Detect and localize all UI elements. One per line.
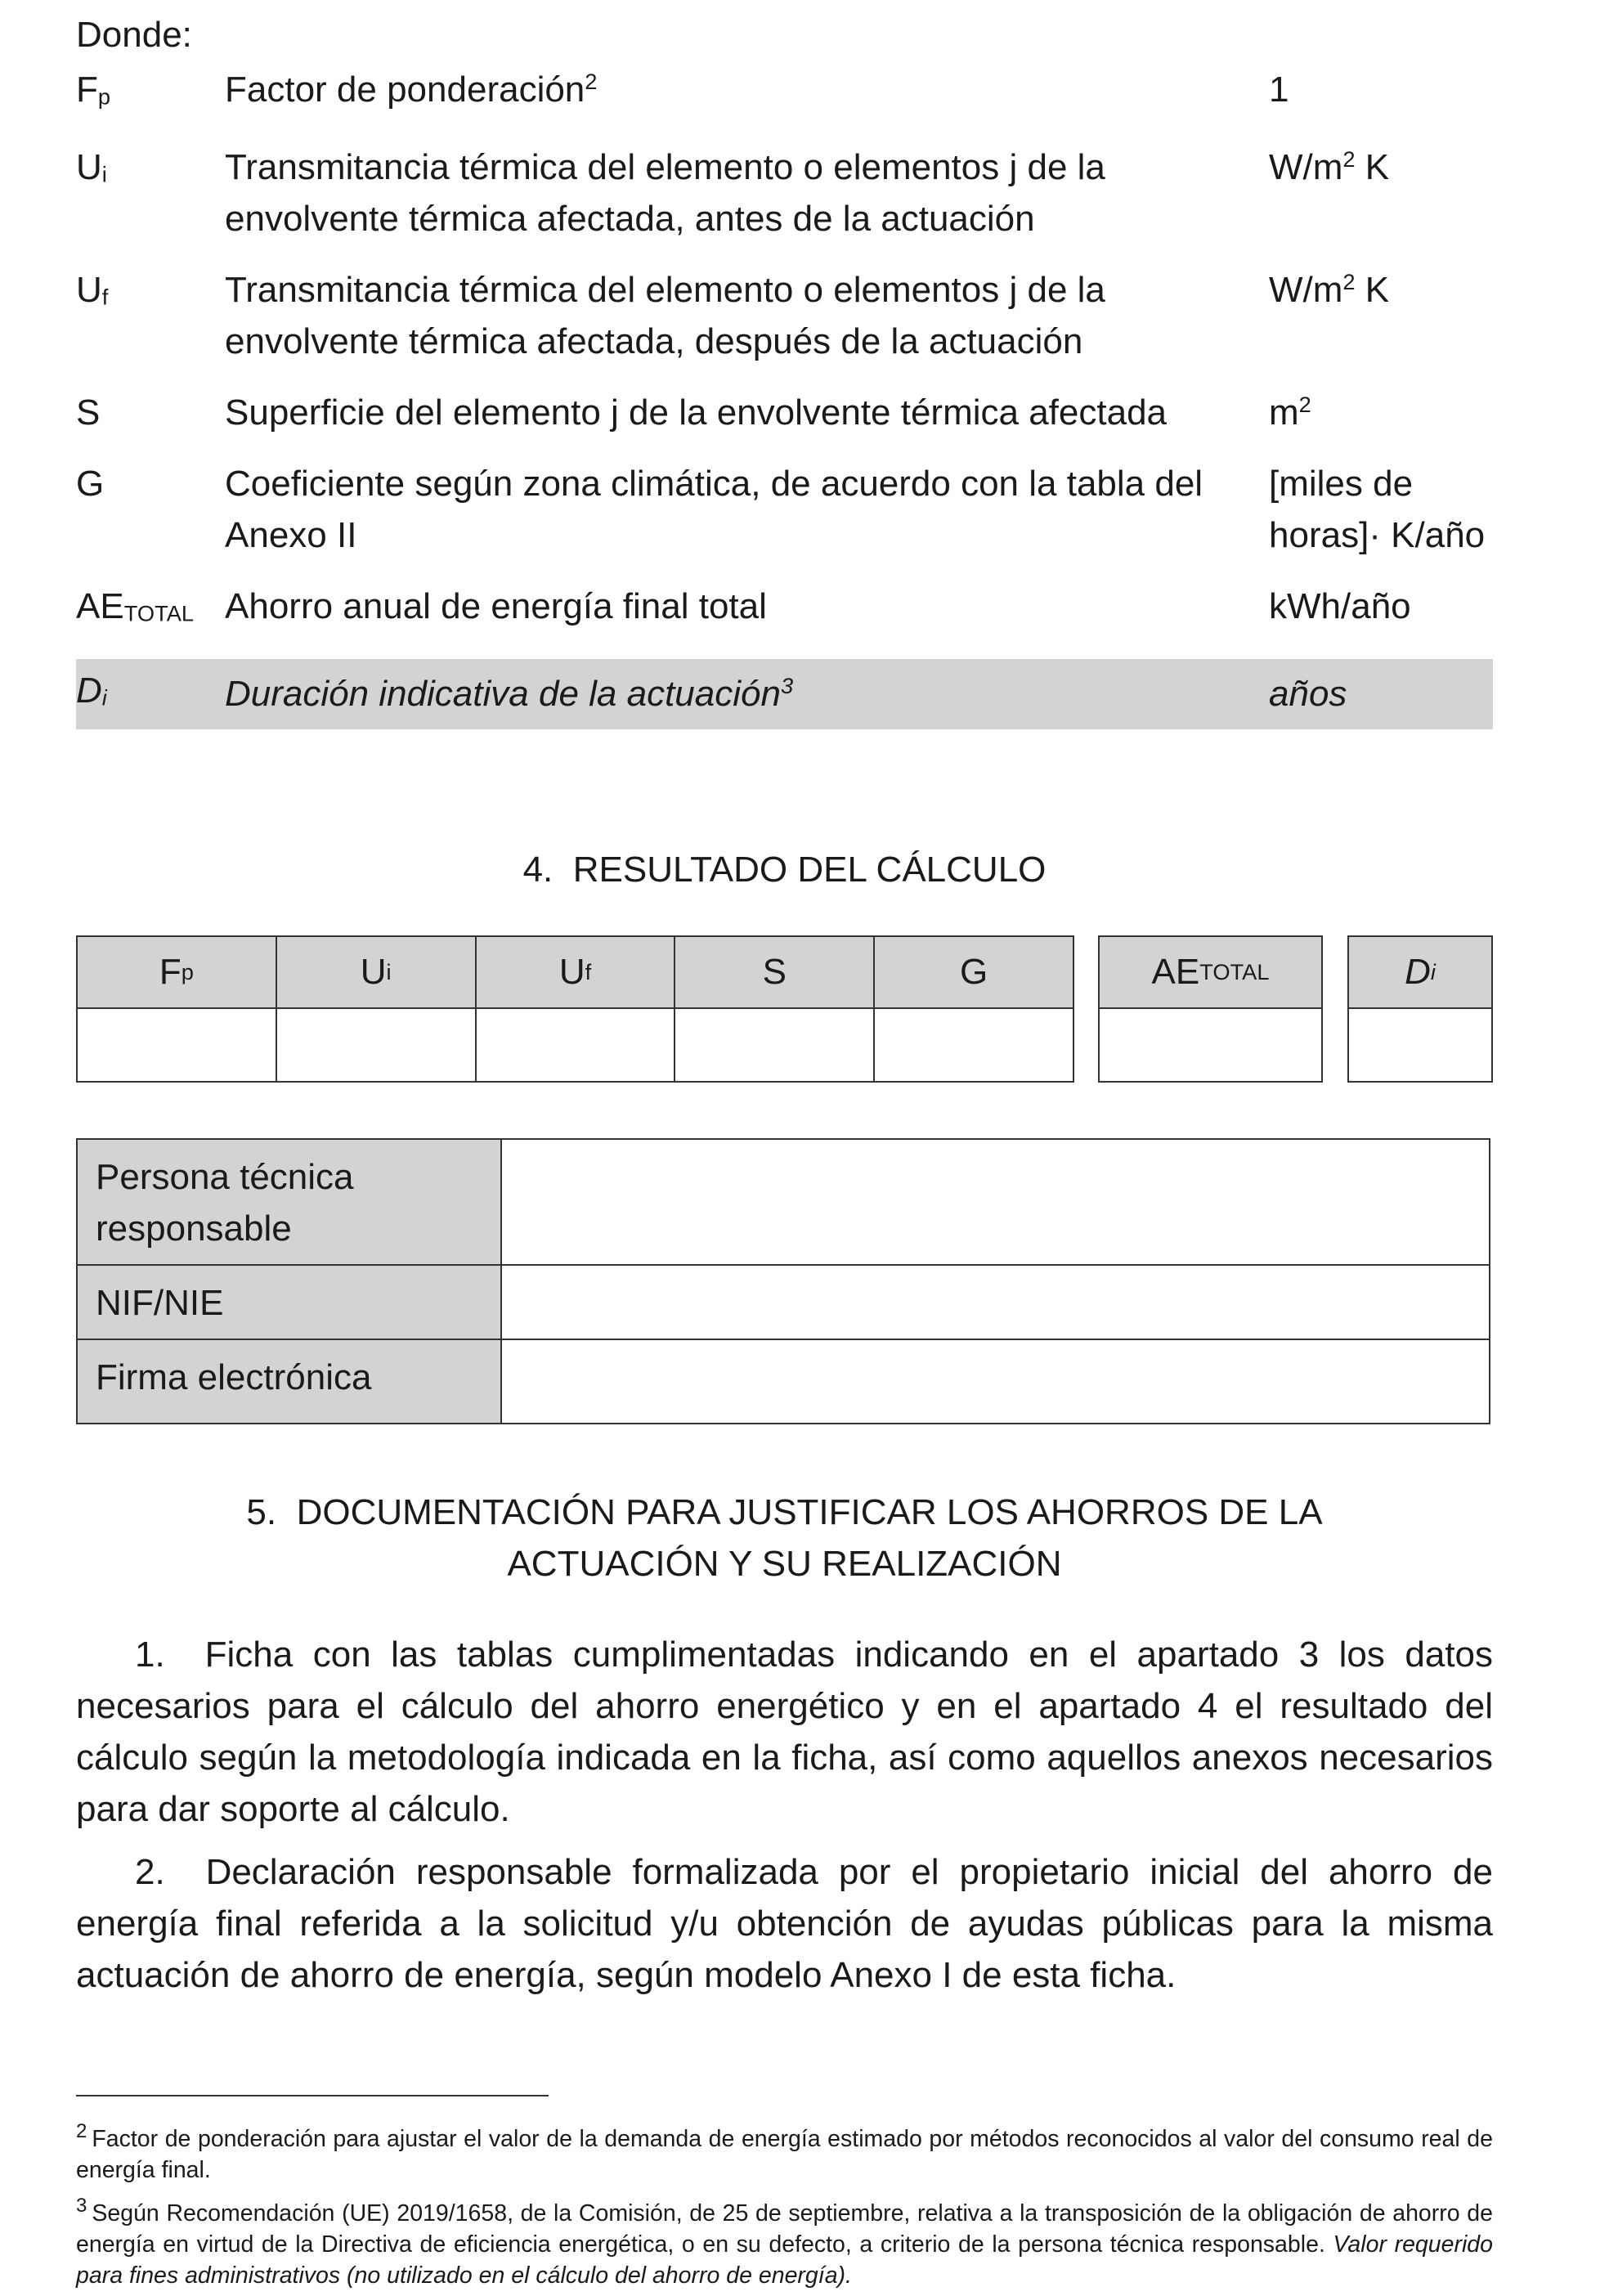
description: Factor de ponderación$^2$: [225, 69, 598, 110]
input-s[interactable]: [674, 1009, 873, 1081]
definition-row-highlighted: [76, 659, 1493, 729]
header-aetotal: AE TOTAL: [1151, 952, 1270, 992]
description: Transmitancia térmica del elemento o elementos j de la envolvente térmica afectada, después de la actuación: [225, 270, 1105, 362]
footnote-ref[interactable]: 3: [780, 673, 794, 699]
header-fp: F p: [159, 952, 194, 992]
footnotes: [76, 2116, 1493, 2296]
signature-row: [78, 1339, 1489, 1423]
result-table-main: [76, 935, 1074, 1083]
intro-label: Donde:: [76, 15, 192, 55]
description: Transmitancia térmica del elemento o elementos j de la envolvente térmica afectada, antes de la actuación: [225, 147, 1105, 240]
symbol: S: [76, 392, 101, 433]
header-di: D i: [1405, 952, 1436, 992]
symbol: $U_f$: [76, 270, 109, 311]
symbol: $U_i$: [76, 147, 107, 188]
nif-nie-field[interactable]: [502, 1266, 1489, 1339]
responsible-technician-field[interactable]: [502, 1140, 1489, 1264]
electronic-signature-label: Firma electrónica: [78, 1340, 502, 1423]
unit: $W/m^2$ K: [1269, 269, 1390, 311]
footnote-divider: [76, 2095, 549, 2096]
footnote: $^3$ Según Recomendación (UE) 2019/1658, de la Comisión, de 25 de septiembre, relativa a la transposición de la obligación de ahorro de energía en virtud de la Directiva de eficiencia energética, o en su defecto, a criterio de la persona técnica responsable. Valor requerido para fines administrativos (no utilizado en el cálculo del ahorro de energía).: [76, 2194, 1493, 2289]
signature-row: [78, 1264, 1489, 1339]
definition-row: [76, 458, 1493, 581]
signature-row: [78, 1140, 1489, 1264]
list-item: 2. Declaración responsable formalizada por el propietario inicial del ahorro de energía final referida a la solicitud y/u obtención de ayudas públicas para la misma actuación de ahorro de energía, según modelo Anexo I de esta ficha.: [76, 1852, 1493, 1995]
input-uf[interactable]: [475, 1009, 675, 1081]
header-s: S: [674, 937, 873, 1007]
list-item: 1. Ficha con las tablas cumplimentadas indicando en el apartado 3 los datos necesarios para el cálculo del ahorro energético y en el apartado 4 el resultado del cálculo según la metodología indicada en la ficha, así como aquellos anexos necesarios para dar soporte al cálculo.: [76, 1635, 1494, 1829]
input-ui[interactable]: [276, 1009, 475, 1081]
unit: [miles de horas]· K/año: [1269, 464, 1486, 556]
description: Coeficiente según zona climática, de acuerdo con la tabla del Anexo II: [225, 464, 1203, 556]
header-ui: U i: [276, 937, 475, 1007]
description: Ahorro anual de energía final total: [225, 586, 767, 627]
symbol: $D_i$: [76, 670, 107, 711]
input-aetotal[interactable]: [1100, 1009, 1321, 1081]
symbol: G: [76, 464, 105, 504]
symbol: $F_p$: [76, 70, 111, 110]
definition-row: [76, 141, 1493, 264]
unit: $W/m^2$ K: [1269, 146, 1390, 188]
result-table-aetotal: [1098, 935, 1323, 1083]
symbol: $AE_{TOTAL}$: [76, 586, 195, 627]
definition-row: [76, 581, 1493, 658]
responsible-technician-label: Persona técnica responsable: [78, 1140, 502, 1264]
input-fp[interactable]: [78, 1009, 276, 1081]
footnote-ref[interactable]: 2: [585, 69, 598, 94]
signature-table: [76, 1138, 1490, 1424]
definition-row: [76, 64, 1493, 141]
input-g[interactable]: [873, 1009, 1073, 1081]
electronic-signature-field[interactable]: [502, 1340, 1489, 1423]
unit: kWh/año: [1269, 586, 1411, 627]
footnote: $^2$ Factor de ponderación para ajustar el valor de la demanda de energía estimado por métodos reconocidos al valor del consumo real de energía final.: [76, 2120, 1493, 2183]
result-table-di: [1347, 935, 1493, 1083]
documentation-list: [76, 1629, 1493, 2012]
definition-row: [76, 264, 1493, 387]
unit: 1: [1269, 70, 1289, 110]
input-di[interactable]: [1349, 1009, 1491, 1081]
section-5-heading: 5. DOCUMENTACIÓN PARA JUSTIFICAR LOS AHORROS DE LA ACTUACIÓN Y SU REALIZACIÓN: [246, 1492, 1323, 1584]
description: Superficie del elemento j de la envolvente térmica afectada: [225, 392, 1168, 433]
header-uf: U f: [475, 937, 675, 1007]
definitions-table: [76, 64, 1493, 729]
section-4-heading: 4. RESULTADO DEL CÁLCULO: [522, 850, 1047, 890]
nif-nie-label: NIF/NIE: [78, 1266, 502, 1339]
unit: $m^2$: [1269, 392, 1311, 433]
definition-row: [76, 387, 1493, 458]
description: Duración indicativa de la actuación$^3$: [225, 673, 794, 715]
header-g: G: [873, 937, 1073, 1007]
unit: años: [1269, 674, 1347, 715]
